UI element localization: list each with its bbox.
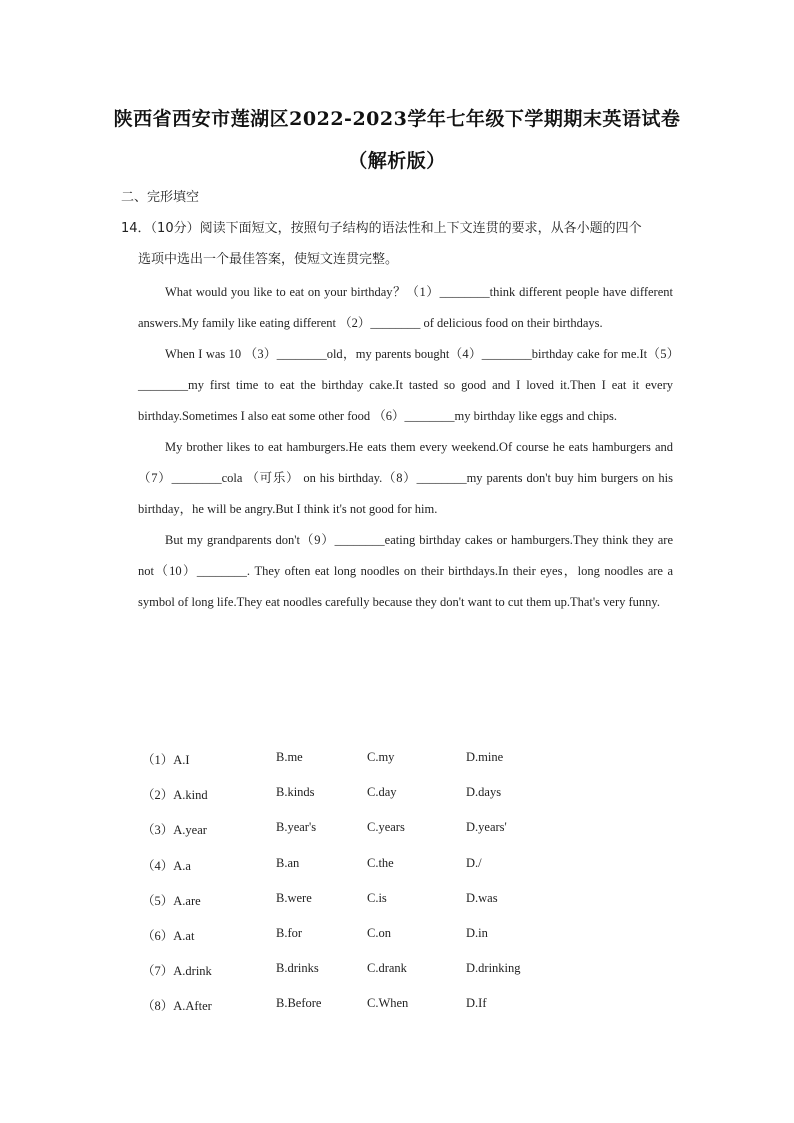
page-subtitle: （解析版） — [348, 150, 446, 172]
passage-paragraph: But my grandparents don't（9）________eating birthday cakes or hamburgers.They think they are not（10）________. They often eat long noodles on their birthdays.In their eyes，long noodles are a symbol of long life.They eat noodles carefully because they don't want to cut them up.That's very funny. — [138, 533, 673, 609]
option-a: （8）A.After — [142, 999, 212, 1014]
option-a: （4）A.a — [142, 858, 191, 873]
option-c: C.When — [367, 996, 409, 1011]
option-d: D.days — [466, 785, 502, 800]
option-a: （5）A.are — [142, 893, 201, 908]
option-b: B.kinds — [276, 785, 315, 800]
option-b: B.year's — [276, 820, 317, 835]
option-a: （3）A.year — [142, 823, 207, 838]
option-d: D.was — [466, 890, 498, 905]
option-b: B.Before — [276, 996, 322, 1011]
option-b: B.for — [276, 925, 303, 940]
passage-paragraph: When I was 10 （3）________old，my parents bought（4）________birthday cake for me.It（5）________my first time to eat the birthday cake.It tasted so good and I loved it.Then I eat it every birthday.Sometimes I also eat some other food （6）________my birthday like eggs and chips. — [138, 347, 673, 423]
option-a: （7）A.drink — [142, 964, 212, 979]
option-b: B.an — [276, 855, 300, 870]
passage-paragraph: What would you like to eat on your birthday？（1）________think different people have different answers.My family like eating different （2）________ of delicious food on their birthdays. — [138, 285, 673, 330]
option-d: D.mine — [466, 750, 504, 764]
option-a: （6）A.at — [142, 928, 195, 943]
option-c: C.drank — [367, 961, 407, 976]
option-b: B.were — [276, 890, 312, 905]
option-d: D./ — [466, 855, 482, 870]
question-instruction: 14．（10分）阅读下面短文，按照句子结构的语法性和上下文连贯的要求，从各小题的四个 — [121, 221, 642, 236]
option-b: B.me — [276, 750, 303, 764]
option-d: D.years' — [466, 820, 507, 835]
option-c: C.years — [367, 820, 405, 835]
option-a: （1）A.I — [142, 753, 190, 767]
option-c: C.day — [367, 785, 397, 800]
option-d: D.If — [466, 996, 487, 1011]
question-instruction-cont: 选项中选出一个最佳答案，使短文连贯完整。 — [138, 252, 399, 267]
option-a: （2）A.kind — [142, 788, 208, 803]
page-title: 陕西省西安市莲湖区2022-2023学年七年级下学期期末英语试卷 — [113, 108, 681, 130]
option-d: D.in — [466, 925, 488, 940]
option-c: C.on — [367, 925, 391, 940]
option-c: C.the — [367, 855, 394, 870]
option-c: C.my — [367, 750, 395, 764]
option-c: C.is — [367, 890, 387, 905]
passage-paragraph: My brother likes to eat hamburgers.He eats them every weekend.Of course he eats hamburgers and （7）________cola （可乐） on his birthday.（8）________my parents don't buy him burgers on his birthday，he will be angry.But I think it's not good for him. — [138, 440, 673, 516]
section-heading: 二、完形填空 — [121, 190, 200, 205]
option-d: D.drinking — [466, 961, 521, 976]
cloze-passage — [138, 277, 673, 618]
option-b: B.drinks — [276, 961, 319, 976]
